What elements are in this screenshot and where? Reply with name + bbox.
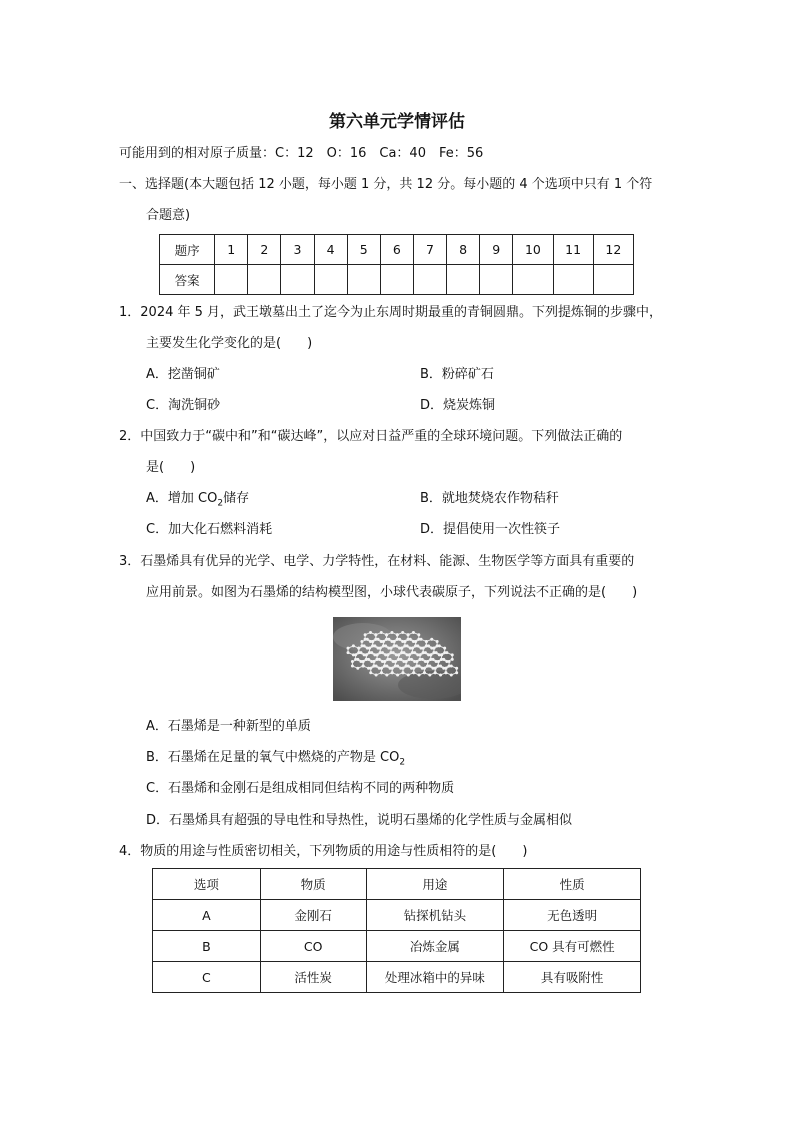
q2-stem-line1: 2．中国致力于“碳中和”和“碳达峰”，以应对日益严重的全球环境问题。下列做法正确的 <box>119 429 623 444</box>
q4-header-substance: 物质 <box>260 869 366 900</box>
q2-stem-line2: 是( ) <box>146 460 196 475</box>
carbon-atom <box>362 665 365 668</box>
question-number: 4 <box>314 235 347 265</box>
carbon-atom <box>439 665 442 668</box>
question-number: 5 <box>347 235 380 265</box>
carbon-atom <box>398 638 401 641</box>
q4-cell-option: A <box>153 900 261 931</box>
carbon-atom <box>387 638 390 641</box>
q2-option-a-pre: A．增加 CO <box>146 491 218 506</box>
carbon-atom <box>365 653 368 656</box>
answer-cell[interactable] <box>447 265 480 295</box>
carbon-atom <box>448 660 451 663</box>
carbon-atom <box>428 673 431 676</box>
carbon-atom <box>444 671 447 674</box>
question-number: 2 <box>248 235 281 265</box>
q2-option-a-subscript: 2 <box>217 498 224 509</box>
answer-cell[interactable] <box>553 265 593 295</box>
answer-table-answer-row <box>160 265 634 295</box>
q3-option-b-pre: B．石墨烯在足量的氧气中燃烧的产物是 CO <box>146 750 400 765</box>
graphene-structure-image <box>333 617 461 701</box>
carbon-atom <box>399 658 402 661</box>
carbon-atom <box>416 644 419 647</box>
q4-cell-substance: 活性炭 <box>260 962 366 993</box>
carbon-atom <box>429 653 432 656</box>
answer-cell[interactable] <box>380 265 413 295</box>
carbon-atom <box>450 673 453 676</box>
q1-stem-line1: 1．2024 年 5 月，武王墩墓出土了迄今为止东周时期最重的青铜圆鼎。下列提炼铜的步骤中， <box>119 305 663 320</box>
q2-option-a-post: 储存 <box>223 491 250 506</box>
carbon-atom <box>385 673 388 676</box>
carbon-atom <box>414 640 417 643</box>
carbon-atom <box>420 638 423 641</box>
carbon-atom <box>402 651 405 654</box>
carbon-atom <box>440 653 443 656</box>
carbon-atom <box>393 640 396 643</box>
carbon-atom <box>428 665 431 668</box>
carbon-atom <box>425 640 428 643</box>
q3-stem-line1: 3．石墨烯具有优异的光学、电学、力学特性，在材料、能源、生物医学等方面具有重要的 <box>119 554 635 569</box>
carbon-atom <box>443 647 446 650</box>
q2-option-d[interactable]: D．提倡使用一次性筷子 <box>420 522 561 537</box>
carbon-atom <box>423 667 426 670</box>
graphene-lattice-icon <box>333 617 461 701</box>
carbon-atom <box>431 658 434 661</box>
answer-cell[interactable] <box>480 265 513 295</box>
answer-cell[interactable] <box>248 265 281 295</box>
carbon-atom <box>389 647 392 650</box>
carbon-atom <box>377 638 380 641</box>
question-number: 9 <box>480 235 513 265</box>
q1-option-a[interactable]: A．挖凿铜矿 <box>146 367 220 382</box>
question-number: 10 <box>513 235 553 265</box>
answer-cell[interactable] <box>314 265 347 295</box>
carbon-atom <box>401 631 404 634</box>
carbon-atom <box>396 673 399 676</box>
q1-option-c[interactable]: C．淘洗铜砂 <box>146 398 221 413</box>
table-row-label: 题序 <box>160 235 215 265</box>
carbon-atom <box>371 640 374 643</box>
carbon-atom <box>373 644 376 647</box>
carbon-atom <box>423 671 426 674</box>
carbon-atom <box>369 671 372 674</box>
q4-cell-option: B <box>153 931 261 962</box>
carbon-atom <box>380 631 383 634</box>
carbon-atom <box>455 667 458 670</box>
carbon-atom <box>409 638 412 641</box>
carbon-atom <box>374 633 377 636</box>
q3-option-b-subscript: 2 <box>399 757 406 768</box>
carbon-atom <box>389 658 392 661</box>
answer-cell[interactable] <box>513 265 553 295</box>
carbon-atom <box>395 644 398 647</box>
carbon-atom <box>392 651 395 654</box>
carbon-atom <box>434 667 437 670</box>
q4-cell-property: CO 具有可燃性 <box>504 931 641 962</box>
question-number: 7 <box>413 235 446 265</box>
q4-header-property: 性质 <box>504 869 641 900</box>
carbon-atom <box>412 631 415 634</box>
carbon-atom <box>357 647 360 650</box>
q3-option-b[interactable] <box>146 749 405 772</box>
carbon-atom <box>430 638 433 641</box>
table-row[interactable] <box>153 962 641 993</box>
q4-cell-substance: 金刚石 <box>260 900 366 931</box>
carbon-atom <box>401 671 404 674</box>
q4-cell-property: 无色透明 <box>504 900 641 931</box>
carbon-atom <box>384 644 387 647</box>
answer-cell[interactable] <box>281 265 314 295</box>
carbon-atom <box>351 665 354 668</box>
carbon-atom <box>359 651 362 654</box>
carbon-atom <box>426 660 429 663</box>
carbon-atom <box>410 658 413 661</box>
carbon-atom <box>366 638 369 641</box>
carbon-atom <box>427 644 430 647</box>
carbon-atom <box>362 660 365 663</box>
carbon-atom <box>407 633 410 636</box>
carbon-atom <box>436 640 439 643</box>
answer-table <box>159 234 634 295</box>
carbon-atom <box>351 660 354 663</box>
carbon-atom <box>401 667 404 670</box>
carbon-atom <box>450 665 453 668</box>
carbon-atom <box>382 640 385 643</box>
page-title: 第六单元学情评估 <box>329 112 465 132</box>
answer-cell[interactable] <box>215 265 248 295</box>
carbon-atom <box>372 660 375 663</box>
q4-table-header-row <box>153 869 641 900</box>
q4-cell-option: C <box>153 962 261 993</box>
carbon-atom <box>418 665 421 668</box>
question-number: 11 <box>553 235 593 265</box>
carbon-atom <box>367 658 370 661</box>
q4-table <box>152 868 641 993</box>
carbon-atom <box>397 653 400 656</box>
answer-table-number-row <box>160 235 634 265</box>
carbon-atom <box>451 658 454 661</box>
carbon-atom <box>381 651 384 654</box>
carbon-atom <box>419 653 422 656</box>
question-number: 12 <box>593 235 633 265</box>
carbon-atom <box>408 653 411 656</box>
section-heading-line2: 合题意) <box>146 208 191 223</box>
answer-cell[interactable] <box>413 265 446 295</box>
table-row[interactable] <box>153 931 641 962</box>
carbon-atom <box>363 644 366 647</box>
carbon-atom <box>434 671 437 674</box>
carbon-atom <box>380 671 383 674</box>
carbon-atom <box>369 667 372 670</box>
carbon-atom <box>403 640 406 643</box>
carbon-atom <box>417 633 420 636</box>
carbon-atom <box>391 671 394 674</box>
question-number: 6 <box>380 235 413 265</box>
question-number: 8 <box>447 235 480 265</box>
q4-cell-property: 具有吸附性 <box>504 962 641 993</box>
carbon-atom <box>439 673 442 676</box>
carbon-atom <box>455 671 458 674</box>
q4-header-option: 选项 <box>153 869 261 900</box>
carbon-atom <box>435 651 438 654</box>
carbon-atom <box>422 647 425 650</box>
carbon-atom <box>432 647 435 650</box>
carbon-atom <box>352 644 355 647</box>
carbon-atom <box>407 665 410 668</box>
q2-option-c[interactable]: C．加大化石燃料消耗 <box>146 522 273 537</box>
section-heading-line1: 一、选择题(本大题包括 12 小题，每小题 1 分，共 12 分。每小题的 4 个选项中只有 1 个符 <box>119 177 653 192</box>
q1-option-d[interactable]: D．烧炭炼铜 <box>420 398 496 413</box>
carbon-atom <box>412 667 415 670</box>
carbon-atom <box>364 633 367 636</box>
q4-cell-substance: CO <box>260 931 366 962</box>
carbon-atom <box>413 651 416 654</box>
carbon-atom <box>386 653 389 656</box>
table-row-label: 答案 <box>160 265 215 295</box>
carbon-atom <box>412 671 415 674</box>
carbon-atom <box>375 673 378 676</box>
table-row[interactable] <box>153 900 641 931</box>
carbon-atom <box>396 665 399 668</box>
carbon-atom <box>369 631 372 634</box>
question-number: 3 <box>281 235 314 265</box>
carbon-atom <box>438 644 441 647</box>
carbon-atom <box>347 651 350 654</box>
carbon-atom <box>424 651 427 654</box>
carbon-atom <box>451 653 454 656</box>
q3-option-c[interactable]: C．石墨烯和金刚石是组成相同但结构不同的两种物质 <box>146 781 455 796</box>
q3-option-d[interactable]: D．石墨烯具有超强的导电性和导热性，说明石墨烯的化学性质与金属相似 <box>146 813 573 828</box>
carbon-atom <box>400 647 403 650</box>
q2-option-b[interactable]: B．就地焚烧农作物秸秆 <box>420 491 559 506</box>
carbon-atom <box>411 647 414 650</box>
carbon-atom <box>356 667 359 670</box>
carbon-atom <box>354 653 357 656</box>
carbon-atom <box>445 651 448 654</box>
carbon-atom <box>406 644 409 647</box>
carbon-atom <box>396 633 399 636</box>
q4-cell-use: 钻探机钻头 <box>366 900 504 931</box>
carbon-atom <box>347 647 350 650</box>
carbon-atom <box>380 667 383 670</box>
carbon-atom <box>368 647 371 650</box>
carbon-atom <box>407 673 410 676</box>
q2-option-a[interactable] <box>146 490 249 513</box>
carbon-atom <box>360 640 363 643</box>
answer-cell[interactable] <box>593 265 633 295</box>
carbon-atom <box>378 658 381 661</box>
question-number: 1 <box>215 235 248 265</box>
carbon-atom <box>356 658 359 661</box>
carbon-atom <box>437 660 440 663</box>
q4-cell-use: 冶炼金属 <box>366 931 504 962</box>
carbon-atom <box>383 660 386 663</box>
carbon-atom <box>418 673 421 676</box>
carbon-atom <box>385 633 388 636</box>
q3-stem-line2: 应用前景。如图为石墨烯的结构模型图，小球代表碳原子，下列说法不正确的是( ) <box>146 585 638 600</box>
carbon-atom <box>391 667 394 670</box>
q4-header-use: 用途 <box>366 869 504 900</box>
carbon-atom <box>442 658 445 661</box>
q1-option-b[interactable]: B．粉碎矿石 <box>420 367 494 382</box>
carbon-atom <box>376 653 379 656</box>
carbon-atom <box>444 667 447 670</box>
q3-option-a[interactable]: A．石墨烯是一种新型的单质 <box>146 719 311 734</box>
answer-cell[interactable] <box>347 265 380 295</box>
carbon-atom <box>405 660 408 663</box>
q1-stem-line2: 主要发生化学变化的是( ) <box>146 336 313 351</box>
q4-cell-use: 处理冰箱中的异味 <box>366 962 504 993</box>
carbon-atom <box>390 631 393 634</box>
carbon-atom <box>370 651 373 654</box>
carbon-atom <box>375 665 378 668</box>
carbon-atom <box>421 658 424 661</box>
carbon-atom <box>415 660 418 663</box>
carbon-atom <box>379 647 382 650</box>
carbon-atom <box>385 665 388 668</box>
atomic-masses-note: 可能用到的相对原子质量：C：12 O：16 Ca：40 Fe：56 <box>119 146 484 161</box>
carbon-atom <box>394 660 397 663</box>
q4-stem: 4．物质的用途与性质密切相关，下列物质的用途与性质相符的是( ) <box>119 844 528 859</box>
